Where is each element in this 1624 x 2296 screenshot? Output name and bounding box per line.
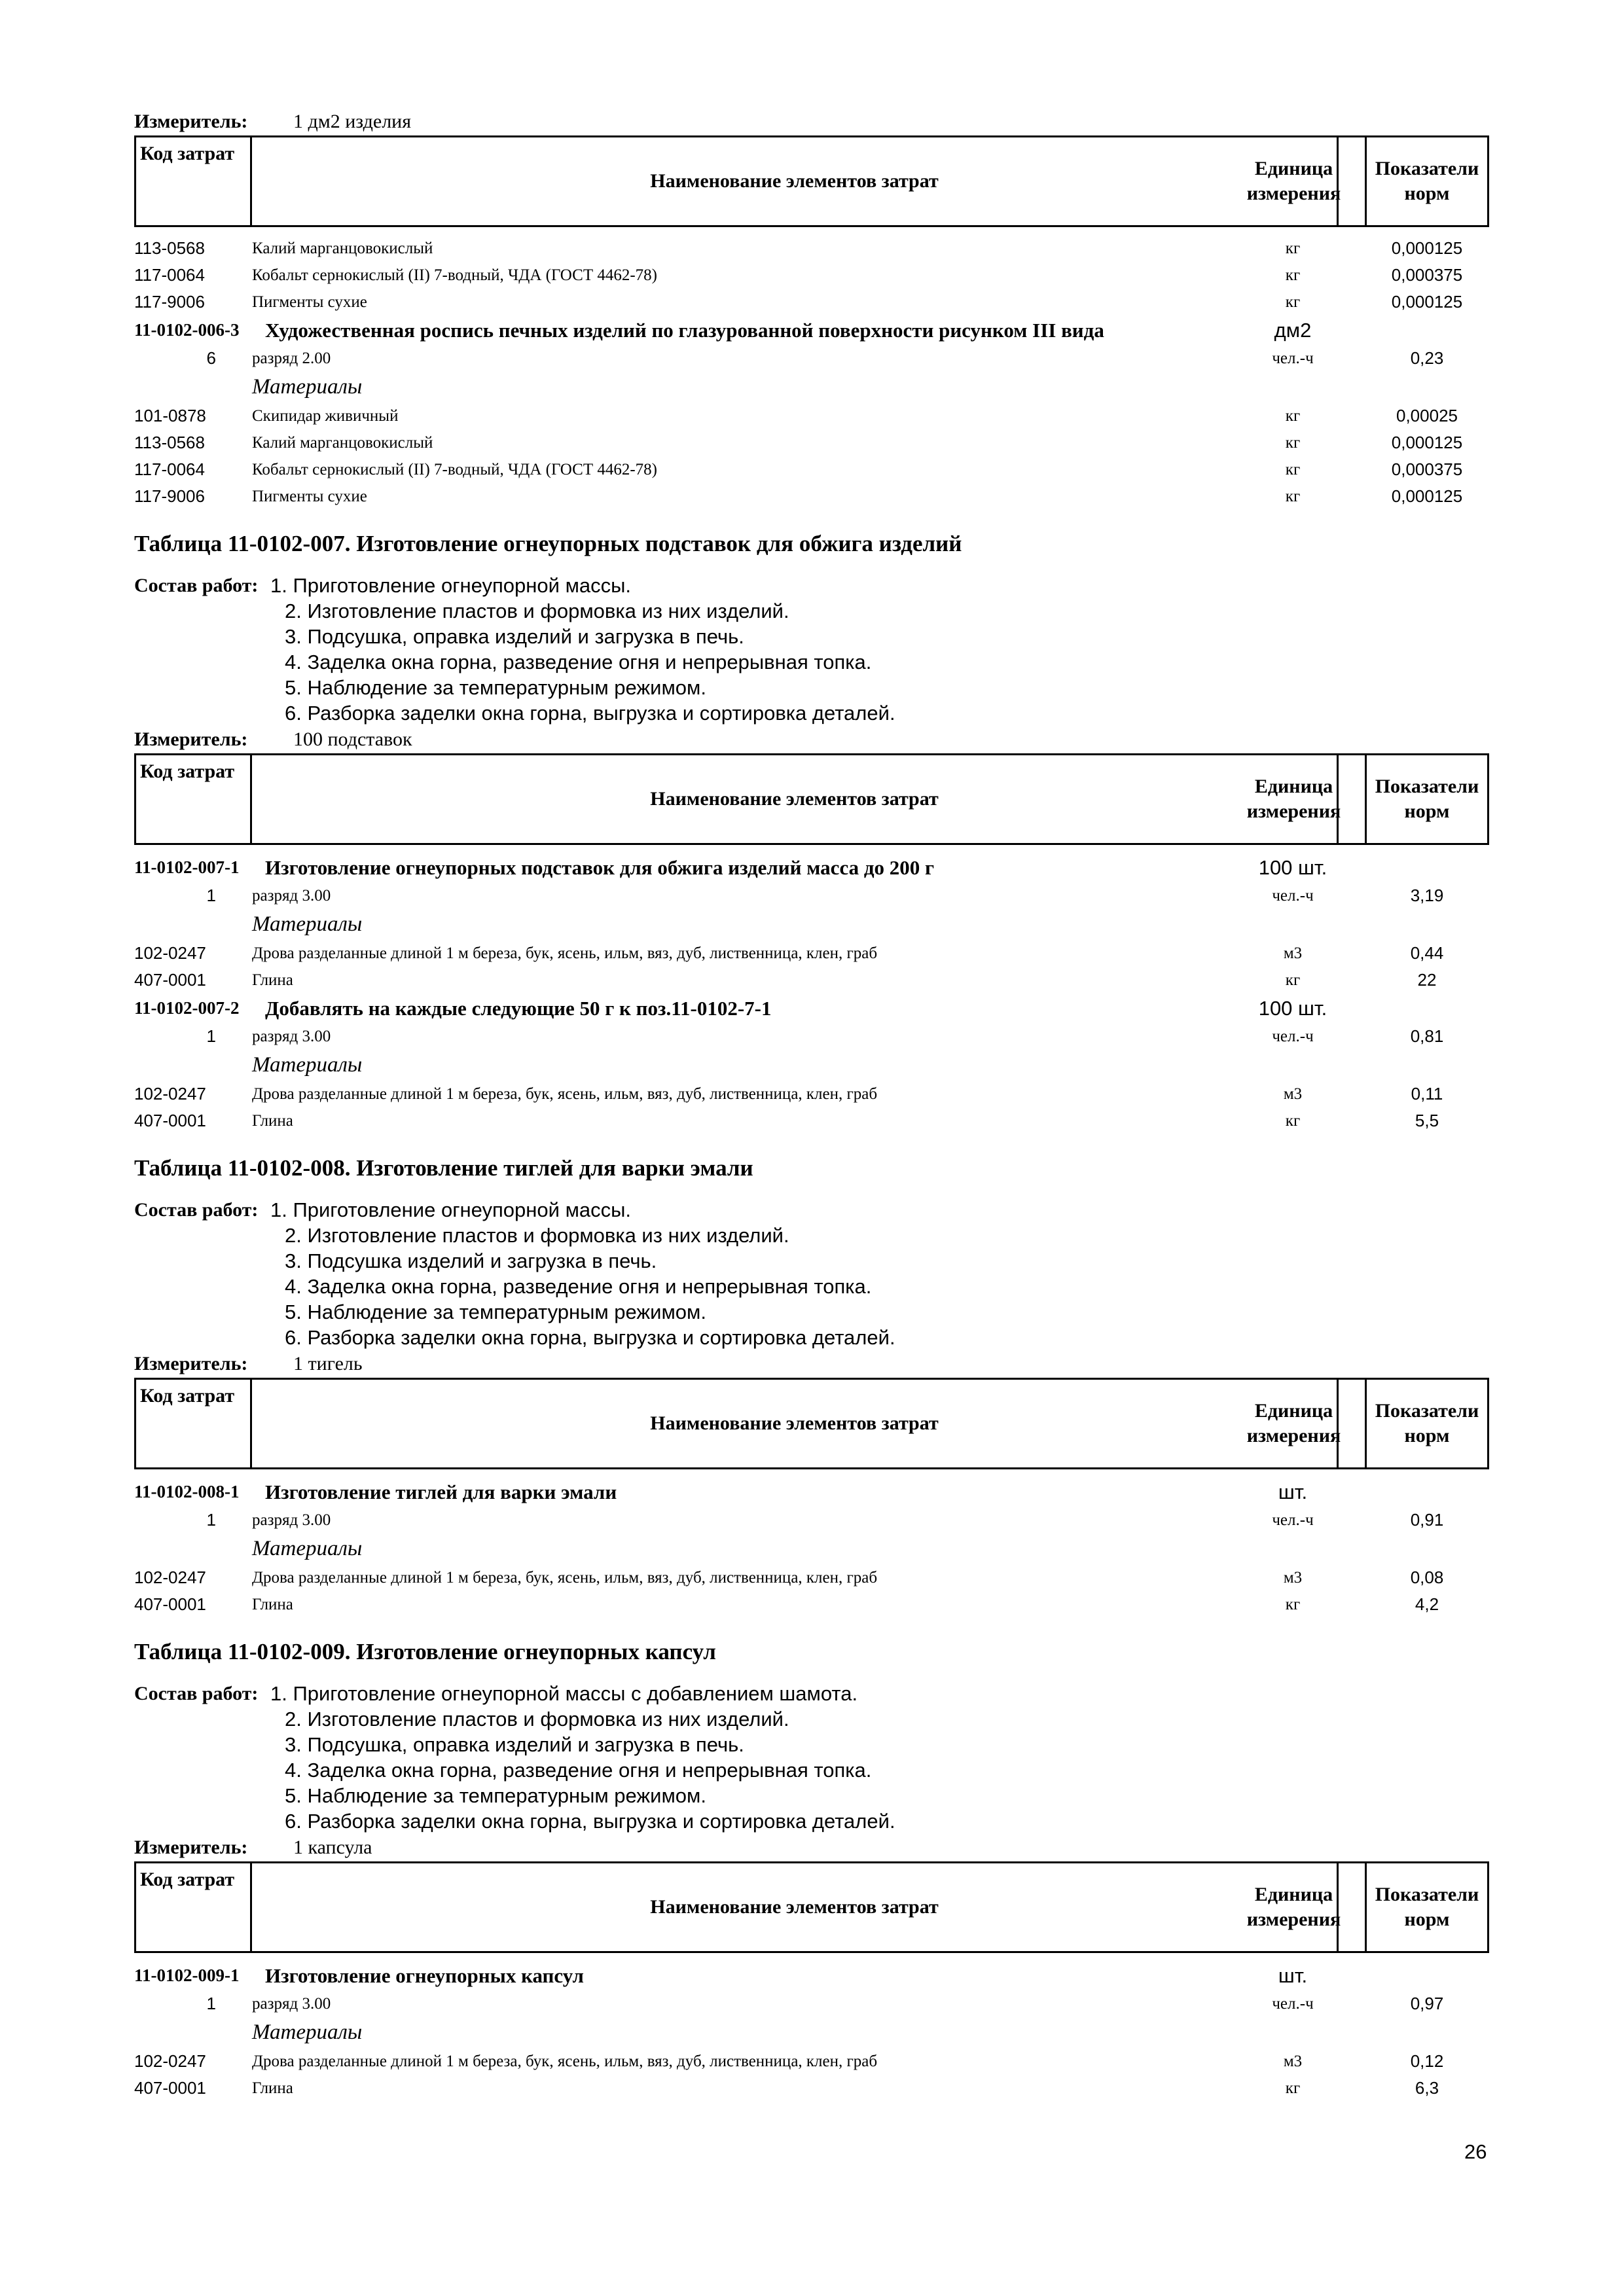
composition-label: Состав работ: bbox=[134, 1683, 259, 1704]
position-unit: 100 шт. bbox=[1258, 997, 1327, 1020]
list-item: 1. Приготовление огнеупорной массы с добавлением шамота. bbox=[270, 1682, 858, 1705]
header-unit bbox=[1223, 137, 1367, 225]
header-unit-line2: измерения bbox=[1246, 800, 1341, 822]
row-code: 113-0568 bbox=[134, 238, 205, 258]
row-unit: кг bbox=[1285, 2079, 1301, 2097]
row-unit: кг bbox=[1285, 266, 1301, 284]
list-item: 1. Приготовление огнеупорной массы. bbox=[270, 574, 632, 597]
position-code: 11-0102-006-3 bbox=[134, 320, 240, 340]
table-header bbox=[134, 1378, 1489, 1469]
list-item: 5. Наблюдение за температурным режимом. bbox=[285, 676, 706, 699]
header-unit-line1: Единица bbox=[1254, 1884, 1333, 1905]
row-name: Дрова разделанные длиной 1 м береза, бук, ясень, ильм, вяз, дуб, лиственница, клен, граб bbox=[252, 944, 878, 962]
materials-label: Материалы bbox=[252, 912, 363, 936]
header-norm bbox=[1367, 137, 1487, 225]
row-unit: кг bbox=[1285, 461, 1301, 478]
row-code: 117-9006 bbox=[134, 486, 205, 506]
materials-label: Материалы bbox=[252, 1537, 363, 1560]
row-norm: 0,44 bbox=[1410, 943, 1444, 963]
labor-name: разряд 3.00 bbox=[252, 1028, 331, 1045]
list-item: 1. Приготовление огнеупорной массы. bbox=[270, 1198, 632, 1221]
materials-label: Материалы bbox=[252, 2020, 363, 2044]
header-unit-line2: измерения bbox=[1246, 183, 1341, 204]
list-item: 6. Разборка заделки окна горна, выгрузка и сортировка деталей. bbox=[285, 702, 895, 725]
row-norm: 0,12 bbox=[1410, 2051, 1444, 2071]
labor-name: разряд 3.00 bbox=[252, 887, 331, 905]
meter-value: 1 капсула bbox=[293, 1837, 372, 1858]
header-norm bbox=[1367, 1380, 1487, 1467]
row-name: Глина bbox=[252, 2079, 293, 2097]
position-title: Художественная роспись печных изделий по глазурованной поверхности рисунком III вида bbox=[265, 319, 1104, 342]
labor-code: 1 bbox=[206, 886, 216, 905]
list-item: 6. Разборка заделки окна горна, выгрузка и сортировка деталей. bbox=[285, 1326, 895, 1349]
row-code: 407-0001 bbox=[134, 1594, 206, 1614]
meter-line bbox=[134, 1834, 1489, 1861]
row-norm: 0,08 bbox=[1410, 1568, 1444, 1587]
position-row bbox=[134, 994, 1489, 1023]
row-code: 117-0064 bbox=[134, 459, 205, 479]
row-name: Кобальт сернокислый (II) 7-водный, ЧДА (ГОСТ 4462-78) bbox=[252, 266, 657, 284]
row-unit: м3 bbox=[1283, 1085, 1303, 1103]
work-composition bbox=[134, 1681, 1489, 1834]
row-code: 407-0001 bbox=[134, 970, 206, 990]
list-item: 5. Наблюдение за температурным режимом. bbox=[285, 1784, 706, 1807]
header-name: Наименование элементов затрат bbox=[252, 1863, 1339, 1951]
table-row bbox=[134, 429, 1489, 456]
list-item: 4. Заделка окна горна, разведение огня и непрерывная топка. bbox=[285, 1275, 872, 1298]
labor-row bbox=[134, 882, 1489, 909]
row-code: 407-0001 bbox=[134, 1111, 206, 1130]
position-title: Изготовление огнеупорных подставок для обжига изделий масса до 200 г bbox=[265, 856, 935, 879]
row-unit: кг bbox=[1285, 488, 1301, 505]
meter-label: Измеритель: bbox=[134, 1837, 248, 1858]
position-unit: шт. bbox=[1278, 1480, 1308, 1503]
table-row bbox=[134, 1591, 1489, 1618]
labor-row bbox=[134, 1507, 1489, 1534]
table-row bbox=[134, 2075, 1489, 2102]
position-code: 11-0102-009-1 bbox=[134, 1965, 240, 1985]
position-unit: 100 шт. bbox=[1258, 856, 1327, 879]
labor-unit: чел.-ч bbox=[1272, 1028, 1314, 1045]
table-row bbox=[134, 1107, 1489, 1134]
row-unit: м3 bbox=[1283, 2053, 1303, 2070]
table-row bbox=[134, 262, 1489, 289]
position-unit: шт. bbox=[1278, 1964, 1308, 1987]
labor-unit: чел.-ч bbox=[1272, 1511, 1314, 1529]
row-unit: кг bbox=[1285, 1596, 1301, 1613]
table-row bbox=[134, 1564, 1489, 1591]
row-name: Дрова разделанные длиной 1 м береза, бук, ясень, ильм, вяз, дуб, лиственница, клен, граб bbox=[252, 1085, 878, 1103]
row-code: 102-0247 bbox=[134, 1084, 206, 1103]
header-norm bbox=[1367, 755, 1487, 843]
row-unit: кг bbox=[1285, 1112, 1301, 1130]
materials-heading bbox=[134, 2017, 1489, 2048]
table-row bbox=[134, 940, 1489, 967]
materials-label: Материалы bbox=[252, 1053, 363, 1077]
header-unit bbox=[1223, 755, 1367, 843]
table-header bbox=[134, 135, 1489, 227]
table-header bbox=[134, 1861, 1489, 1953]
row-code: 102-0247 bbox=[134, 943, 206, 963]
materials-heading bbox=[134, 1050, 1489, 1081]
header-unit-line2: измерения bbox=[1246, 1909, 1341, 1930]
row-norm: 0,000375 bbox=[1391, 265, 1463, 285]
row-code: 102-0247 bbox=[134, 1568, 206, 1587]
labor-row bbox=[134, 1023, 1489, 1050]
row-norm: 5,5 bbox=[1415, 1111, 1439, 1130]
position-title: Изготовление огнеупорных капсул bbox=[265, 1964, 584, 1987]
position-code: 11-0102-007-2 bbox=[134, 998, 240, 1018]
header-unit-line1: Единица bbox=[1254, 158, 1333, 179]
labor-norm: 0,91 bbox=[1410, 1510, 1444, 1530]
row-name: Глина bbox=[252, 1112, 293, 1130]
materials-heading bbox=[134, 372, 1489, 403]
row-norm: 0,000125 bbox=[1391, 292, 1463, 312]
labor-norm: 0,81 bbox=[1410, 1026, 1444, 1046]
row-code: 117-9006 bbox=[134, 292, 205, 312]
position-code: 11-0102-008-1 bbox=[134, 1482, 240, 1501]
header-norm-line1: Показатели bbox=[1375, 1884, 1479, 1905]
table-header bbox=[134, 753, 1489, 845]
header-name: Наименование элементов затрат bbox=[252, 137, 1339, 225]
labor-unit: чел.-ч bbox=[1272, 350, 1314, 367]
row-norm: 0,00025 bbox=[1396, 406, 1458, 425]
meter-value: 1 дм2 изделия bbox=[293, 111, 412, 132]
row-unit: кг bbox=[1285, 407, 1301, 425]
table-row bbox=[134, 403, 1489, 429]
row-unit: м3 bbox=[1283, 944, 1303, 962]
meter-value: 1 тигель bbox=[293, 1353, 363, 1374]
header-norm-line2: норм bbox=[1404, 1909, 1450, 1930]
header-name: Наименование элементов затрат bbox=[252, 1380, 1339, 1467]
row-name: Скипидар живичный bbox=[252, 407, 399, 425]
list-item: 3. Подсушка изделий и загрузка в печь. bbox=[285, 1249, 657, 1272]
row-name: Глина bbox=[252, 1596, 293, 1613]
steps-list bbox=[270, 1197, 1489, 1350]
labor-code: 1 bbox=[206, 1510, 216, 1530]
meter-value: 100 подставок bbox=[293, 728, 412, 750]
position-row bbox=[134, 1477, 1489, 1507]
row-unit: кг bbox=[1285, 293, 1301, 311]
table-row bbox=[134, 967, 1489, 994]
row-name: Глина bbox=[252, 971, 293, 989]
list-item: 3. Подсушка, оправка изделий и загрузка в печь. bbox=[285, 1733, 744, 1756]
header-code: Код затрат bbox=[136, 1380, 252, 1467]
labor-norm: 0,23 bbox=[1410, 348, 1444, 368]
row-norm: 0,000125 bbox=[1391, 238, 1463, 258]
position-code: 11-0102-007-1 bbox=[134, 857, 240, 877]
meter-label: Измеритель: bbox=[134, 728, 248, 750]
header-unit-line1: Единица bbox=[1254, 776, 1333, 797]
list-item: 2. Изготовление пластов и формовка из них изделий. bbox=[285, 600, 789, 622]
position-unit: дм2 bbox=[1274, 319, 1312, 342]
row-name: Дрова разделанные длиной 1 м береза, бук, ясень, ильм, вяз, дуб, лиственница, клен, граб bbox=[252, 1569, 878, 1587]
labor-name: разряд 3.00 bbox=[252, 1995, 331, 2013]
table-title: Таблица 11-0102-008. Изготовление тиглей для варки эмали bbox=[134, 1155, 753, 1181]
work-composition bbox=[134, 573, 1489, 726]
row-code: 407-0001 bbox=[134, 2078, 206, 2098]
row-name: Калий марганцовокислый bbox=[252, 434, 433, 452]
labor-norm: 0,97 bbox=[1410, 1994, 1444, 2013]
labor-norm: 3,19 bbox=[1410, 886, 1444, 905]
list-item: 2. Изготовление пластов и формовка из них изделий. bbox=[285, 1224, 789, 1247]
row-name: Пигменты сухие bbox=[252, 488, 367, 505]
labor-name: разряд 2.00 bbox=[252, 350, 331, 367]
table-title: Таблица 11-0102-009. Изготовление огнеупорных капсул bbox=[134, 1639, 716, 1664]
header-unit bbox=[1223, 1863, 1367, 1951]
materials-label: Материалы bbox=[252, 375, 363, 399]
list-item: 4. Заделка окна горна, разведение огня и непрерывная топка. bbox=[285, 1759, 872, 1782]
row-norm: 0,11 bbox=[1411, 1084, 1443, 1103]
table-row bbox=[134, 235, 1489, 262]
row-norm: 22 bbox=[1417, 970, 1437, 990]
labor-code: 6 bbox=[206, 348, 216, 368]
row-unit: кг bbox=[1285, 434, 1301, 452]
header-unit-line1: Единица bbox=[1254, 1400, 1333, 1422]
table-title: Таблица 11-0102-007. Изготовление огнеупорных подставок для обжига изделий bbox=[134, 531, 962, 556]
labor-unit: чел.-ч bbox=[1272, 887, 1314, 905]
row-code: 117-0064 bbox=[134, 265, 205, 285]
meter-line bbox=[134, 1350, 1489, 1378]
composition-label: Состав работ: bbox=[134, 575, 259, 596]
header-code: Код затрат bbox=[136, 1863, 252, 1951]
row-name: Пигменты сухие bbox=[252, 293, 367, 311]
header-norm-line1: Показатели bbox=[1375, 158, 1479, 179]
steps-list bbox=[270, 573, 1489, 726]
header-norm-line2: норм bbox=[1404, 183, 1450, 204]
header-code: Код затрат bbox=[136, 755, 252, 843]
row-norm: 0,000125 bbox=[1391, 433, 1463, 452]
row-name: Дрова разделанные длиной 1 м береза, бук, ясень, ильм, вяз, дуб, лиственница, клен, граб bbox=[252, 2053, 878, 2070]
table-row bbox=[134, 456, 1489, 483]
labor-row bbox=[134, 345, 1489, 372]
composition-label: Состав работ: bbox=[134, 1199, 259, 1221]
page-number: 26 bbox=[1464, 2140, 1487, 2163]
labor-unit: чел.-ч bbox=[1272, 1995, 1314, 2013]
list-item: 3. Подсушка, оправка изделий и загрузка в печь. bbox=[285, 625, 744, 648]
row-code: 102-0247 bbox=[134, 2051, 206, 2071]
header-norm-line2: норм bbox=[1404, 1425, 1450, 1446]
list-item: 4. Заделка окна горна, разведение огня и непрерывная топка. bbox=[285, 651, 872, 673]
position-title: Добавлять на каждые следующие 50 г к поз.11-0102-7-1 bbox=[265, 997, 772, 1020]
labor-code: 1 bbox=[206, 1994, 216, 2013]
row-norm: 4,2 bbox=[1415, 1594, 1439, 1614]
list-item: 5. Наблюдение за температурным режимом. bbox=[285, 1300, 706, 1323]
document-page bbox=[134, 108, 1489, 2102]
row-unit: кг bbox=[1285, 240, 1301, 257]
row-name: Кобальт сернокислый (II) 7-водный, ЧДА (ГОСТ 4462-78) bbox=[252, 461, 657, 478]
labor-row bbox=[134, 1990, 1489, 2017]
header-unit bbox=[1223, 1380, 1367, 1467]
row-norm: 0,000375 bbox=[1391, 459, 1463, 479]
list-item: 6. Разборка заделки окна горна, выгрузка и сортировка деталей. bbox=[285, 1810, 895, 1833]
header-norm-line1: Показатели bbox=[1375, 1400, 1479, 1422]
row-unit: м3 bbox=[1283, 1569, 1303, 1587]
position-row bbox=[134, 315, 1489, 345]
header-unit-line2: измерения bbox=[1246, 1425, 1341, 1446]
header-code: Код затрат bbox=[136, 137, 252, 225]
table-row bbox=[134, 1081, 1489, 1107]
row-norm: 6,3 bbox=[1415, 2078, 1439, 2098]
position-title: Изготовление тиглей для варки эмали bbox=[265, 1480, 617, 1503]
row-norm: 0,000125 bbox=[1391, 486, 1463, 506]
steps-list bbox=[270, 1681, 1489, 1834]
materials-heading bbox=[134, 909, 1489, 940]
list-item: 2. Изготовление пластов и формовка из них изделий. bbox=[285, 1708, 789, 1731]
position-row bbox=[134, 1961, 1489, 1990]
meter-label: Измеритель: bbox=[134, 111, 248, 132]
row-name: Калий марганцовокислый bbox=[252, 240, 433, 257]
row-code: 101-0878 bbox=[134, 406, 206, 425]
row-code: 113-0568 bbox=[134, 433, 205, 452]
header-norm-line2: норм bbox=[1404, 800, 1450, 822]
row-unit: кг bbox=[1285, 971, 1301, 989]
work-composition bbox=[134, 1197, 1489, 1350]
table-row bbox=[134, 483, 1489, 510]
labor-name: разряд 3.00 bbox=[252, 1511, 331, 1529]
header-name: Наименование элементов затрат bbox=[252, 755, 1339, 843]
table-row bbox=[134, 289, 1489, 315]
labor-code: 1 bbox=[206, 1026, 216, 1046]
meter-line bbox=[134, 108, 1489, 135]
header-norm-line1: Показатели bbox=[1375, 776, 1479, 797]
table-row bbox=[134, 2048, 1489, 2075]
meter-label: Измеритель: bbox=[134, 1353, 248, 1374]
position-row bbox=[134, 853, 1489, 882]
header-norm bbox=[1367, 1863, 1487, 1951]
meter-line bbox=[134, 726, 1489, 753]
materials-heading bbox=[134, 1534, 1489, 1564]
